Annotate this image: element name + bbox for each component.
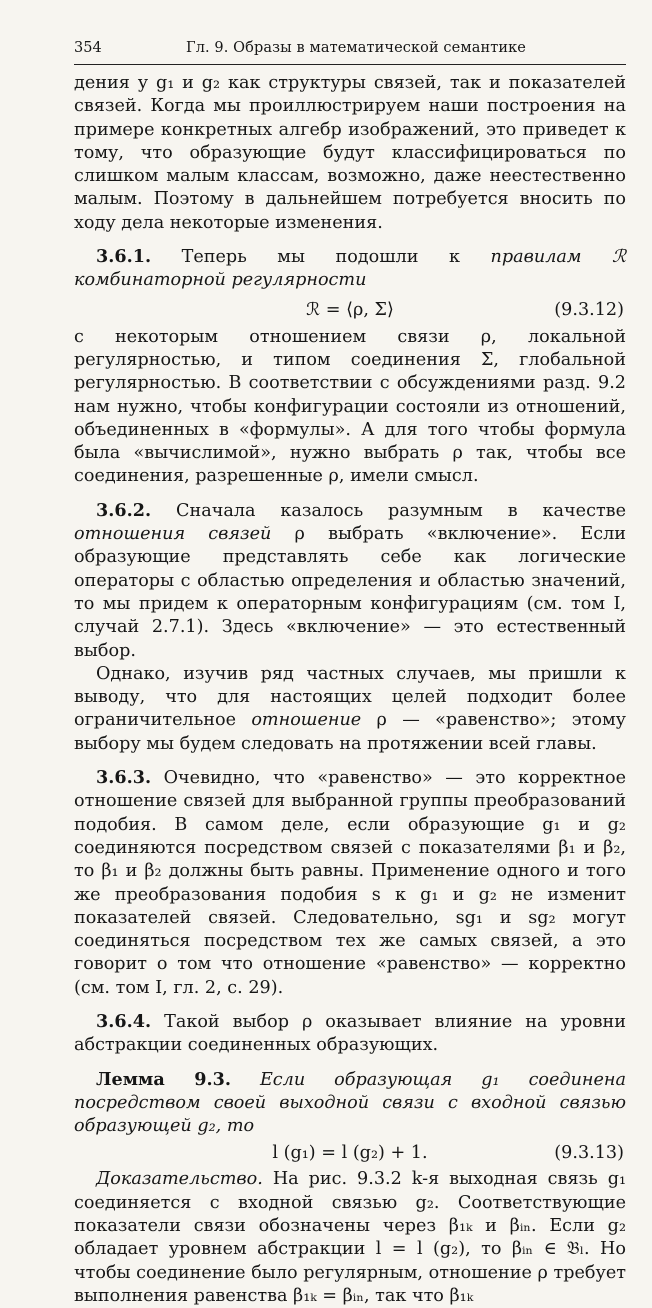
page-body — [74, 72, 626, 1308]
section-number: 3.6.1. — [96, 246, 152, 268]
proof — [74, 1168, 626, 1308]
equation-expression: l (g₁) = l (g₂) + 1. — [272, 1143, 428, 1164]
section-text: Такой выбор ρ оказывает влияние на уровни абстракции соединенных образующих. — [74, 1011, 626, 1056]
paragraph-term: отношение — [251, 710, 362, 731]
section-3-6-3 — [74, 766, 626, 1000]
paragraph-text-part: Однако, изучив ряд частных случаев, мы пришли к выводу, что для настоящих целей подходит более ограничительное — [74, 663, 626, 731]
paragraph-text: с некоторым отношением связи ρ, локальной регулярностью, и типом соединения Σ, глобальной регулярностью. В соответствии с обсуждениями разд. 9.2 нам нужно, чтобы конфигурации состояли из отношений, объединенных в «формулы». А для того чтобы формула была «вычислимой», нужно выбрать ρ так, чтобы все соединения, разрешенные ρ, имели смысл. — [74, 326, 626, 487]
section-term: отношения связей — [74, 524, 272, 545]
header-rule — [74, 64, 626, 65]
section-number: 3.6.2. — [96, 499, 152, 521]
running-header — [74, 40, 624, 62]
proof-text: На рис. 9.3.2 k-я выходная связь g₁ соединяется с входной связью g₂. Соответствующие показатели связи обозначены через β₁ₖ и βᵢₙ. Если g₂ обладает уровнем абстракции l = l (g₂), то βᵢₙ ∈ 𝔅ₗ. Но чтобы соединение было регулярным, отношение ρ требует выполнения равенства β₁ₖ = βᵢₙ, так что β₁ₖ — [74, 1169, 627, 1306]
proof-label: Доказательство. — [96, 1169, 263, 1190]
lemma-label: Лемма 9.3. — [96, 1068, 231, 1090]
section-lead-text: Сначала казалось разумным в качестве — [176, 500, 626, 521]
section-lead-text: Теперь мы подошли к — [181, 247, 461, 268]
equation-9-3-12 — [74, 295, 626, 325]
paragraph-continued: дения у g₁ и g₂ как структуры связей, так и показателей связей. Когда мы проиллюстрируем наши построения на примере конкретных алгебр изображений, это приведет к тому, что образующие будут классифицироваться по слишком малым классам, возможно, даже неестественно малым. Поэтому в дальнейшем потребуется вносить по ходу дела некоторые изменения. — [74, 73, 626, 233]
section-number: 3.6.3. — [96, 767, 152, 789]
running-title: Гл. 9. Образы в математической семантике — [186, 40, 526, 56]
equation-number: (9.3.12) — [554, 299, 624, 320]
section-3-6-4 — [74, 1010, 626, 1058]
paragraph-text-part: ρ — «равенство»; этому выбору мы будем следовать на протяжении всей главы. — [74, 710, 627, 754]
lemma-statement: Если образующая g₁ соединена посредством своей выходной связи с входной связью образующей g₂, то — [74, 1069, 626, 1137]
page-number: 354 — [74, 40, 102, 56]
equation-number: (9.3.13) — [554, 1143, 624, 1164]
section-term: правилам ℛ комбинаторной регулярности — [74, 247, 627, 291]
section-text: ρ выбрать «включение». Если образующие представлять себе как логические операторы с областью определения и областью значений, то мы придем к операторным конфигурациям (см. том I, случай 2.7.1). Здесь «включение» — это естественный выбор. — [74, 524, 626, 661]
equation-expression: ℛ = ⟨ρ, Σ⟩ — [306, 299, 394, 320]
lemma-9-3 — [74, 1068, 626, 1139]
paragraph-text — [74, 663, 626, 756]
section-number: 3.6.4. — [96, 1010, 152, 1032]
equation-9-3-13 — [74, 1138, 626, 1168]
section-3-6-2 — [74, 499, 626, 663]
section-3-6-1 — [74, 245, 626, 293]
section-text: Очевидно, что «равенство» — это корректное отношение связей для выбранной группы преобразований подобия. В самом деле, если образующие g₁ и g₂ соединяются посредством связей с показателями β₁ и β₂, то β₁ и β₂ должны быть равны. Применение одного и того же преобразования подобия s к g₁ и g₂ не изменит показателей связей. Следовательно, sg₁ и sg₂ могут соединяться посредством тех же самых связей, а это говорит о том что отношение «равенство» — корректно (см. том I, гл. 2, с. 29). — [74, 768, 627, 998]
